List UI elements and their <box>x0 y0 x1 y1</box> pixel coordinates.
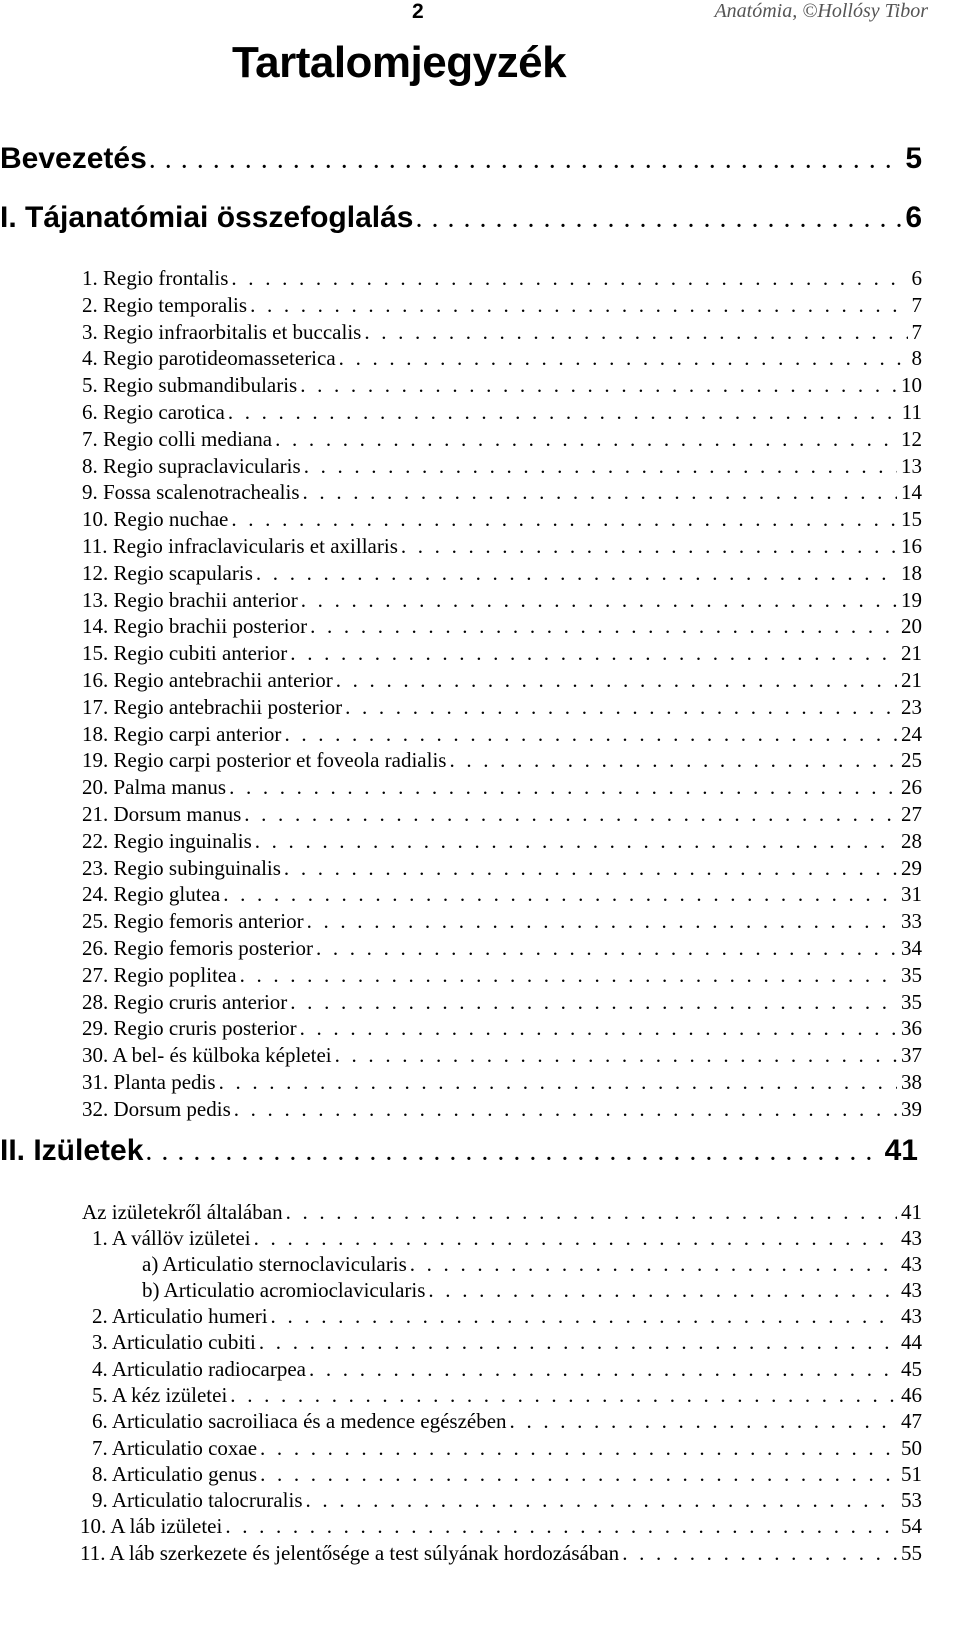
entry-title: 17. Regio antebrachii posterior <box>82 694 343 719</box>
page-ref: 23 <box>901 694 922 719</box>
entry-title: 4. Regio parotideomasseterica <box>82 346 336 371</box>
page-number: 2 <box>412 0 424 23</box>
leader-dots <box>231 507 897 532</box>
page-ref: 55 <box>901 1541 922 1565</box>
toc-entry[interactable] <box>82 882 922 909</box>
entry-title: 24. Regio glutea <box>82 882 221 907</box>
leader-dots <box>401 534 897 559</box>
toc-entry[interactable] <box>82 775 922 802</box>
entry-title: a) Articulatio sternoclavicularis <box>142 1252 407 1276</box>
toc-entry[interactable] <box>82 320 922 347</box>
page-ref: 31 <box>901 882 922 907</box>
toc-entry[interactable] <box>82 936 922 963</box>
page-title: Tartalomjegyzék <box>232 38 567 87</box>
toc-entry[interactable] <box>82 829 922 856</box>
page-ref: 47 <box>901 1409 922 1433</box>
page-ref: 43 <box>901 1252 922 1276</box>
entry-title: 22. Regio inguinalis <box>82 828 252 853</box>
page-ref: 54 <box>901 1514 922 1538</box>
leader-dots <box>150 151 902 174</box>
entry-title: 14. Regio brachii posterior <box>82 614 308 639</box>
leader-dots <box>225 1514 897 1539</box>
entry-title: 9. Articulatio talocruralis <box>92 1488 303 1512</box>
chapter-title: Bevezetés <box>0 142 147 175</box>
toc-entry[interactable] <box>82 1200 922 1227</box>
page-ref: 7 <box>911 292 922 317</box>
toc-entry[interactable] <box>82 293 922 320</box>
leader-dots <box>310 614 897 639</box>
leader-dots <box>231 266 907 291</box>
entry-title: 20. Palma manus <box>82 775 227 800</box>
page-ref: 34 <box>901 936 922 960</box>
leader-dots <box>271 1304 897 1329</box>
toc-entry[interactable] <box>142 1278 922 1305</box>
toc-entry[interactable] <box>82 641 922 668</box>
leader-dots <box>244 802 897 827</box>
leader-dots <box>223 882 897 907</box>
entry-title: 4. Articulatio radiocarpea <box>92 1357 306 1381</box>
toc-entry[interactable] <box>92 1357 922 1384</box>
chapter-title: I. Tájanatómiai összefoglalás <box>0 201 414 234</box>
entry-title: 29. Regio cruris posterior <box>82 1016 297 1041</box>
page-ref: 10 <box>901 373 922 398</box>
page-ref: 38 <box>901 1070 922 1094</box>
entry-title: 10. A láb izületei <box>80 1514 223 1538</box>
entry-title: 16. Regio antebrachii anterior <box>82 668 333 692</box>
leader-dots <box>300 373 897 398</box>
page-ref: 14 <box>901 480 922 505</box>
leader-dots <box>260 1436 897 1461</box>
page-ref: 15 <box>901 507 922 532</box>
leader-dots <box>306 1488 897 1513</box>
entry-title: 5. A kéz izületei <box>92 1383 228 1407</box>
entry-title: 11. A láb szerkezete és jelentősége a test súlyának hordozásában <box>80 1541 620 1565</box>
toc-entry[interactable] <box>92 1409 922 1436</box>
page-ref: 11 <box>901 400 922 424</box>
page-ref: 51 <box>901 1462 922 1486</box>
page-ref: 43 <box>901 1278 922 1302</box>
page-ref: 13 <box>901 453 922 478</box>
entry-title: 23. Regio subinguinalis <box>82 855 281 880</box>
leader-dots <box>260 1462 897 1487</box>
toc-entry[interactable] <box>80 1514 922 1541</box>
chapter-title: II. Izületek <box>0 1134 144 1167</box>
entry-title: 15. Regio cubiti anterior <box>82 641 288 666</box>
leader-dots <box>449 748 897 773</box>
toc-entry[interactable] <box>82 722 922 749</box>
toc-entry[interactable] <box>82 1016 922 1043</box>
entry-title: 13. Regio brachii anterior <box>82 587 298 612</box>
entry-title: 7. Regio colli mediana <box>82 426 273 451</box>
toc-chapter-intro[interactable] <box>0 142 922 186</box>
toc-entry[interactable] <box>82 1070 922 1097</box>
leader-dots <box>254 1226 897 1251</box>
entry-title: 28. Regio cruris anterior <box>82 989 288 1014</box>
toc-entry[interactable] <box>82 909 922 936</box>
leader-dots <box>228 400 898 425</box>
entry-title: 6. Articulatio sacroiliaca és a medence egészében <box>92 1409 507 1433</box>
running-header: Anatómia, ©Hollósy Tibor <box>714 0 928 22</box>
page-ref: 12 <box>901 426 922 451</box>
page-ref: 21 <box>901 641 922 666</box>
page-ref: 29 <box>901 855 922 880</box>
toc-entry[interactable] <box>82 480 922 507</box>
page-ref: 41 <box>901 1200 922 1224</box>
toc-entry[interactable] <box>82 802 922 829</box>
page-ref: 37 <box>901 1043 922 1068</box>
leader-dots <box>286 1200 897 1225</box>
page-ref: 39 <box>901 1096 922 1121</box>
page-ref: 27 <box>901 802 922 826</box>
toc-entry[interactable] <box>82 507 922 534</box>
entry-title: 30. A bel- és külboka képletei <box>82 1043 332 1068</box>
leader-dots <box>339 346 908 371</box>
leader-dots <box>234 1097 897 1122</box>
entry-title: 1. A vállöv izületei <box>92 1226 251 1250</box>
leader-dots <box>316 936 897 961</box>
entry-title: 8. Regio supraclavicularis <box>82 453 301 478</box>
leader-dots <box>309 1357 897 1382</box>
page-ref: 43 <box>901 1226 922 1250</box>
page-ref: 44 <box>901 1330 922 1354</box>
toc-entry[interactable] <box>82 614 922 641</box>
leader-dots <box>146 1143 880 1166</box>
page-ref: 53 <box>901 1488 922 1512</box>
page-ref: 19 <box>901 587 922 612</box>
leader-dots <box>300 1016 897 1041</box>
leader-dots <box>240 963 897 988</box>
leader-dots <box>284 722 897 747</box>
leader-dots <box>307 909 897 934</box>
toc-entry[interactable] <box>92 1304 922 1331</box>
entry-title: 21. Dorsum manus <box>82 802 242 826</box>
toc-entry[interactable] <box>82 668 922 695</box>
entry-title: 12. Regio scapularis <box>82 560 253 585</box>
entry-title: 2. Regio temporalis <box>82 292 248 317</box>
leader-dots <box>284 856 897 881</box>
entry-title: 3. Articulatio cubiti <box>92 1330 256 1354</box>
page-ref: 8 <box>911 346 922 371</box>
leader-dots <box>255 829 897 854</box>
entry-title: 19. Regio carpi posterior et foveola radialis <box>82 748 447 773</box>
page-ref: 26 <box>901 775 922 800</box>
entry-title: 25. Regio femoris anterior <box>82 909 304 934</box>
leader-dots <box>622 1541 897 1566</box>
toc-entry[interactable] <box>92 1488 922 1515</box>
page-ref: 36 <box>901 1016 922 1041</box>
leader-dots <box>304 454 897 479</box>
page-ref: 6 <box>911 266 922 290</box>
toc-entry[interactable] <box>82 427 922 454</box>
page-ref: 25 <box>901 748 922 773</box>
leader-dots <box>256 561 897 586</box>
entry-title: 3. Regio infraorbitalis et buccalis <box>82 319 362 344</box>
entry-title: 2. Articulatio humeri <box>92 1304 268 1328</box>
entry-title: 7. Articulatio coxae <box>92 1436 258 1460</box>
page-ref: 43 <box>901 1304 922 1328</box>
toc-chapter-2[interactable] <box>0 1134 918 1178</box>
toc-entry[interactable] <box>142 1252 922 1279</box>
toc-entry[interactable] <box>82 346 922 373</box>
toc-entry[interactable] <box>92 1330 922 1357</box>
leader-dots <box>250 293 907 318</box>
toc-entry[interactable] <box>92 1383 922 1410</box>
entry-title: 9. Fossa scalenotrachealis <box>82 480 300 505</box>
entry-title: 18. Regio carpi anterior <box>82 721 282 746</box>
leader-dots <box>290 990 897 1015</box>
leader-dots <box>303 480 897 505</box>
page-ref: 50 <box>901 1436 922 1460</box>
entry-title: 10. Regio nuchae <box>82 507 229 532</box>
toc-entry[interactable] <box>82 748 922 775</box>
page-ref: 24 <box>901 721 922 746</box>
page-ref: 7 <box>911 319 922 344</box>
page-ref: 46 <box>901 1383 922 1407</box>
toc-entry[interactable] <box>82 588 922 615</box>
toc-chapter-1[interactable] <box>0 201 922 245</box>
leader-dots <box>428 1278 897 1303</box>
leader-dots <box>275 427 897 452</box>
leader-dots <box>229 775 897 800</box>
page-ref: 5 <box>905 142 922 175</box>
page-ref: 41 <box>884 1134 918 1167</box>
entry-title: 26. Regio femoris posterior <box>82 936 313 960</box>
toc-entry[interactable] <box>92 1436 922 1463</box>
leader-dots <box>219 1070 897 1095</box>
leader-dots <box>259 1330 897 1355</box>
page-ref: 21 <box>901 668 922 692</box>
entry-title: 5. Regio submandibularis <box>82 373 298 398</box>
entry-title: 11. Regio infraclavicularis et axillaris <box>82 534 398 558</box>
page-ref: 18 <box>901 560 922 585</box>
toc-entry[interactable] <box>82 454 922 481</box>
page-ref: 20 <box>901 614 922 639</box>
entry-title: 8. Articulatio genus <box>92 1462 258 1486</box>
toc-entry[interactable] <box>82 1097 922 1124</box>
page-ref: 35 <box>901 962 922 987</box>
toc-entry[interactable] <box>82 266 922 293</box>
toc-entry[interactable] <box>82 561 922 588</box>
toc-entry[interactable] <box>82 534 922 561</box>
leader-dots <box>335 1043 897 1068</box>
page-ref: 16 <box>901 534 922 558</box>
toc-entry[interactable] <box>82 963 922 990</box>
leader-dots <box>336 668 897 693</box>
leader-dots <box>301 588 897 613</box>
page-ref: 33 <box>901 909 922 934</box>
leader-dots <box>410 1252 897 1277</box>
toc-entry[interactable] <box>82 856 922 883</box>
leader-dots <box>290 641 897 666</box>
entry-title: Az izületekről általában <box>82 1200 283 1224</box>
entry-title: 32. Dorsum pedis <box>82 1096 231 1121</box>
toc-entry[interactable] <box>80 1541 922 1568</box>
page-ref: 35 <box>901 989 922 1014</box>
entry-title: 6. Regio carotica <box>82 400 225 424</box>
page-ref: 45 <box>901 1357 922 1381</box>
leader-dots <box>364 320 907 345</box>
toc-entry[interactable] <box>92 1226 922 1253</box>
toc-entry[interactable] <box>82 1043 922 1070</box>
entry-title: 27. Regio poplitea <box>82 962 237 987</box>
toc-entry[interactable] <box>82 400 922 427</box>
toc-entry[interactable] <box>82 373 922 400</box>
entry-title: 1. Regio frontalis <box>82 266 229 290</box>
leader-dots <box>345 695 897 720</box>
leader-dots <box>416 210 901 233</box>
page-ref: 28 <box>901 828 922 853</box>
toc-entry[interactable] <box>92 1462 922 1489</box>
leader-dots <box>510 1409 897 1434</box>
entry-title: 31. Planta pedis <box>82 1070 216 1094</box>
leader-dots <box>230 1383 897 1408</box>
toc-entry[interactable] <box>82 695 922 722</box>
page-ref: 6 <box>905 201 922 234</box>
entry-title: b) Articulatio acromioclavicularis <box>142 1278 426 1302</box>
toc-entry[interactable] <box>82 990 922 1017</box>
